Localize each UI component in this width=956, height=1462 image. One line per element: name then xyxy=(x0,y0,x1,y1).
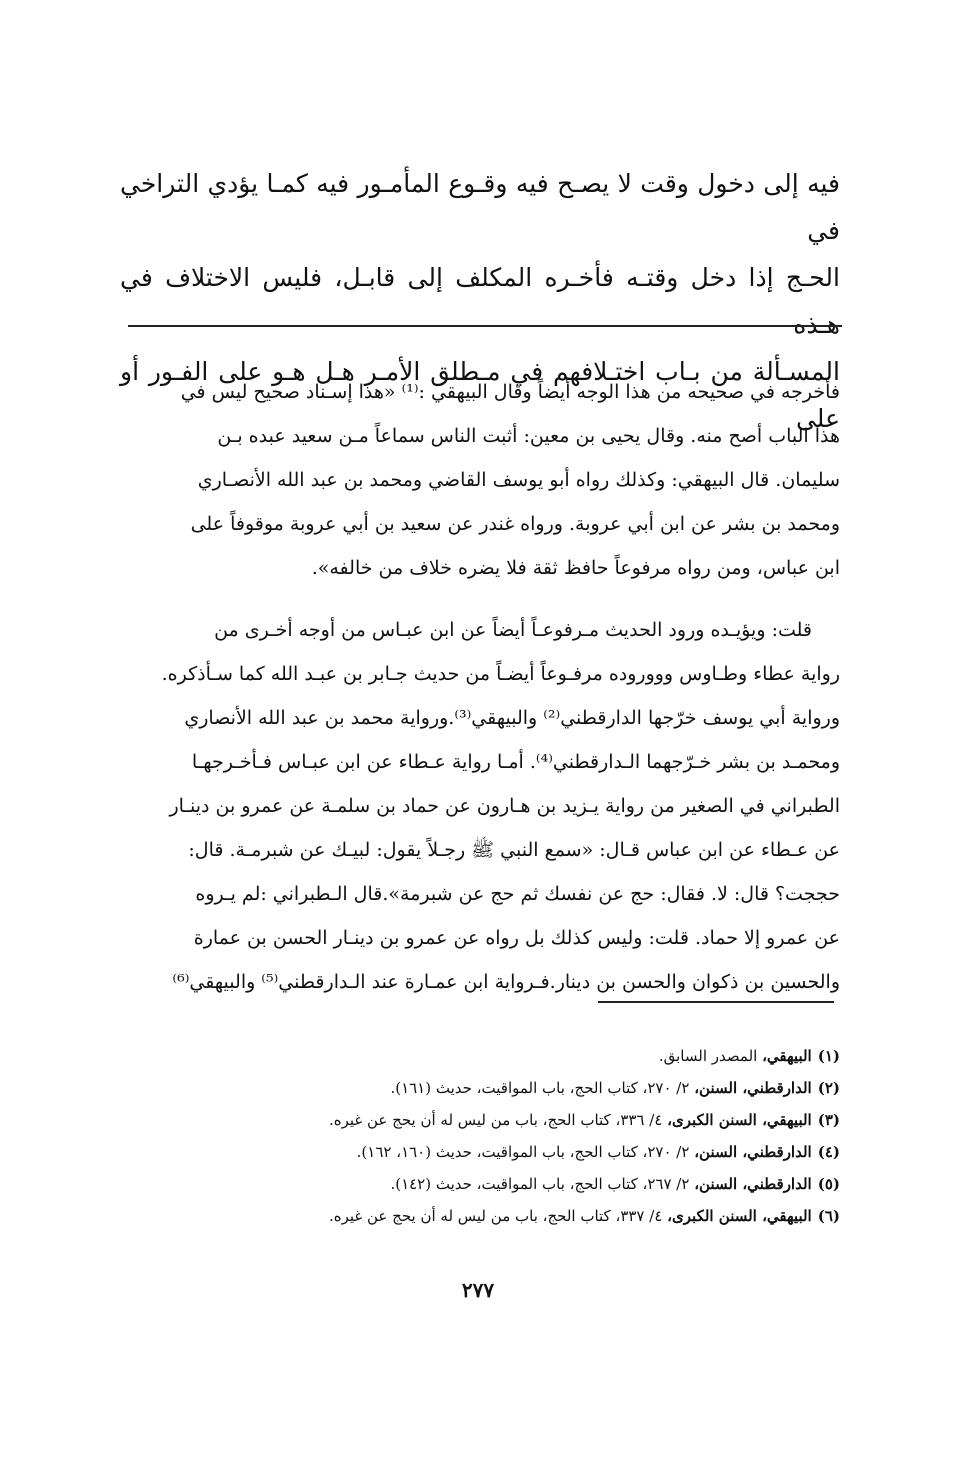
footnote-author: الدارقطني، xyxy=(742,1143,812,1161)
footnote-text: ٢/ ٢٧٠، كتاب الحج، باب المواقيت، حديث (١٦٠، ١٦٢). xyxy=(356,1143,695,1161)
footnote-author: الدارقطني، xyxy=(742,1079,812,1097)
page-number: ٢٧٧ xyxy=(461,1278,495,1302)
main-text-divider xyxy=(128,325,842,327)
footnote-divider xyxy=(598,1001,834,1003)
commentary-line: حججت؟ قال: لا. فقال: حج عن نفسك ثم حج عن شبرمة».قال الـطبراني :لم يـروه xyxy=(195,883,840,905)
commentary-paragraph-2 xyxy=(118,608,840,1004)
commentary-block xyxy=(118,370,840,1004)
footnote-author: الدارقطني، xyxy=(742,1175,812,1193)
commentary-line: ورواية أبي يوسف خرّجها الدارقطني⁽²⁾ والبيهقي⁽³⁾.ورواية محمد بن عبد الله الأنصاري xyxy=(184,707,840,729)
commentary-line: ومحمد بن بشر عن ابن أبي عروبة. ورواه غندر عن سعيد بن أبي عروبة موقوفاً على xyxy=(190,513,840,535)
footnote-item xyxy=(200,1104,840,1136)
footnote-item xyxy=(200,1200,840,1232)
footnote-number: (٦) xyxy=(817,1207,840,1225)
footnote-book: السنن، xyxy=(694,1079,743,1097)
commentary-line: قلت: ويؤيـده ورود الحديث مـرفوعـاً أيضاً عن ابن عبـاس من أوجه أخـرى من xyxy=(214,619,812,641)
commentary-line: سليمان. قال البيهقي: وكذلك رواه أبو يوسف القاضي ومحمد بن عبد الله الأنصـاري xyxy=(197,469,840,491)
footnote-text: ٤/ ٣٣٦، كتاب الحج، باب من ليس له أن يحج عن غيره. xyxy=(328,1111,668,1129)
footnote-item xyxy=(200,1040,840,1072)
footnote-item xyxy=(200,1136,840,1168)
footnote-book: السنن، xyxy=(694,1175,743,1193)
footnote-book: السنن الكبرى، xyxy=(667,1111,763,1129)
commentary-line: فأخرجه في صحيحه من هذا الوجه أيضاً وقال البيهقي :⁽¹⁾ «هذا إسـناد صحيح ليس في xyxy=(180,381,840,403)
commentary-line: هذا الباب أصح منه. وقال يحيى بن معين: أثبت الناس سماعاً مـن سعيد عبده بـن xyxy=(217,425,840,447)
commentary-paragraph-1 xyxy=(118,370,840,590)
footnote-text: ٤/ ٣٣٧، كتاب الحج، باب من ليس له أن يحج عن غيره. xyxy=(328,1207,668,1225)
footnote-number: (٥) xyxy=(817,1175,840,1193)
footnote-number: (٢) xyxy=(817,1079,840,1097)
footnote-text: المصدر السابق. xyxy=(658,1047,763,1065)
commentary-line: عن عـطاء عن ابن عباس قـال: «سمع النبي ﷺ رجـلاً يقول: لبيـك عن شبرمـة. قال: xyxy=(188,839,840,861)
commentary-line: والحسين بن ذكوان والحسن بن دينار.فـرواية ابن عمـارة عند الـدارقطني⁽⁵⁾ والبيهقي⁽⁶⁾ xyxy=(172,971,840,993)
footnote-number: (٤) xyxy=(817,1143,840,1161)
footnote-text: ٢/ ٢٦٧، كتاب الحج، باب المواقيت، حديث (١٤٢). xyxy=(390,1175,695,1193)
footnote-item xyxy=(200,1072,840,1104)
footnote-text: ٢/ ٢٧٠، كتاب الحج، باب المواقيت، حديث (١٦١). xyxy=(390,1079,695,1097)
footnotes-list xyxy=(200,1040,840,1232)
footnote-author: البيهقي، xyxy=(762,1047,812,1065)
commentary-line: عن عمرو إلا حماد. قلت: وليس كذلك بل رواه عن عمرو بن دينـار الحسن بن عمارة xyxy=(193,927,840,949)
footnote-number: (١) xyxy=(817,1047,840,1065)
footnote-number: (٣) xyxy=(817,1111,840,1129)
commentary-line: الطبراني في الصغير من رواية يـزيد بن هـارون عن حماد بن سلمـة عن عمرو بن دينـار xyxy=(169,795,840,817)
commentary-line: ومحمـد بن بشر خـرّجهما الـدارقطني⁽⁴⁾. أمـا رواية عـطاء عن ابن عبـاس فـأخـرجهـا xyxy=(191,751,840,773)
footnote-book: السنن، xyxy=(694,1143,743,1161)
footnote-author: البيهقي، xyxy=(762,1207,812,1225)
main-text-line: الحـج إذا دخل وقتـه فأخـره المكلف إلى قابـل، فليس الاختلاف في هـذه xyxy=(120,263,840,339)
main-text-line: المسـألة من بـاب اختـلافهم في مـطلق الأمـر هـل هـو على الفـور أو على xyxy=(120,357,840,433)
footnote-author: البيهقي، xyxy=(762,1111,812,1129)
footnote-book: السنن الكبرى، xyxy=(667,1207,763,1225)
commentary-line: ابن عباس، ومن رواه مرفوعاً حافظ ثقة فلا يضره خلاف من خالفه». xyxy=(311,557,840,579)
footnote-item xyxy=(200,1168,840,1200)
main-text-line: فيه إلى دخول وقت لا يصـح فيه وقـوع المأمـور فيه كمـا يؤدي التراخي في xyxy=(120,169,840,245)
commentary-line: رواية عطاء وطـاوس وووروده مرفـوعاً أيضـاً من حديث جـابر بن عبـد الله كما سـأذكره. xyxy=(161,663,840,685)
